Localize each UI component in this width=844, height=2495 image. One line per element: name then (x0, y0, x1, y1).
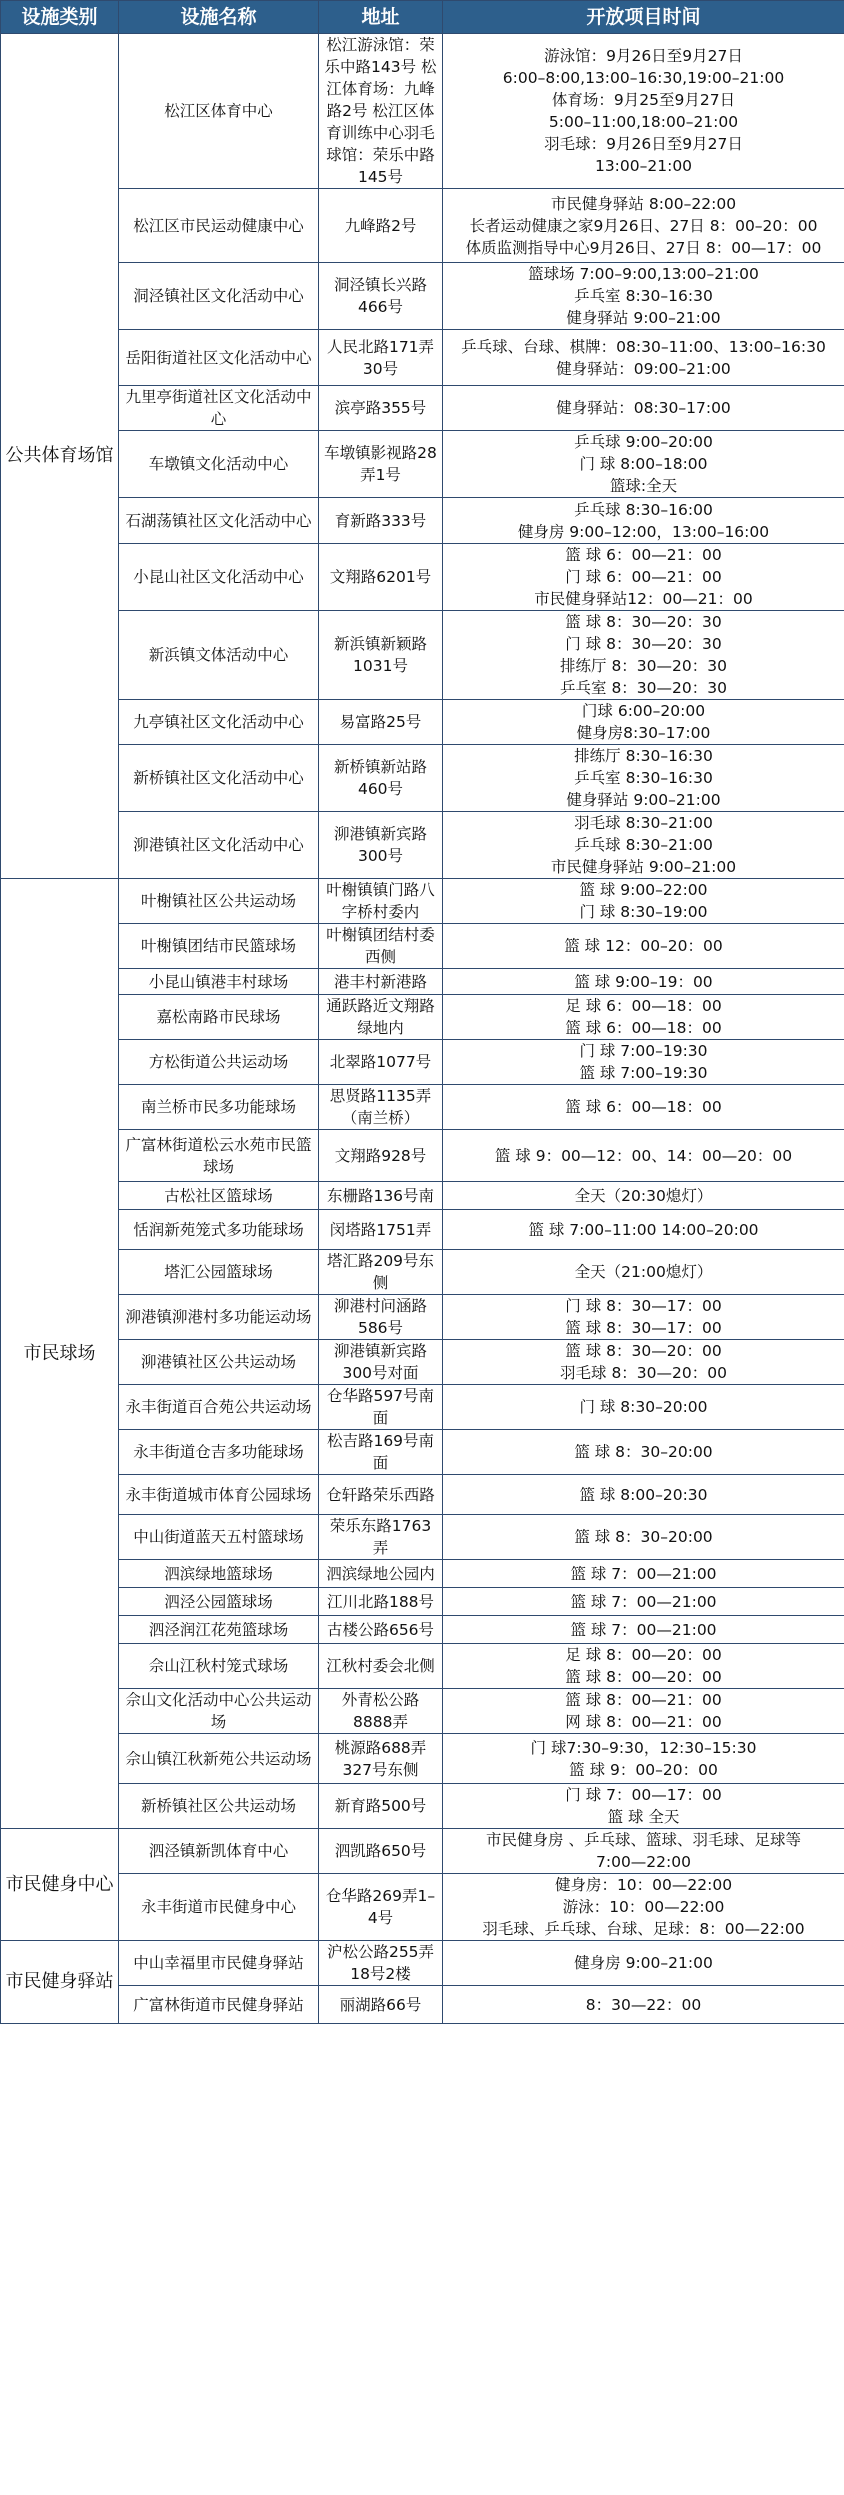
opening-hours (443, 969, 844, 995)
facility-address: 泖港镇新宾路300号对面 (319, 1340, 443, 1385)
hours-line: 乒乓球 9:00–20:00 (574, 433, 713, 451)
facility-address: 东栅路136号南 (319, 1182, 443, 1210)
facility-address: 滨亭路355号 (319, 386, 443, 431)
facility-address: 新桥镇新站路460号 (319, 745, 443, 812)
opening-hours (443, 1182, 844, 1210)
table-row (1, 1210, 844, 1250)
facility-name: 泖港镇社区文化活动中心 (119, 812, 319, 879)
hours-line: 网 球 8：00—21：00 (565, 1713, 722, 1731)
facility-address: 新育路500号 (319, 1784, 443, 1829)
facility-name: 中山街道蓝天五村篮球场 (119, 1515, 319, 1560)
hours-line: 门球 6:00–20:00 (581, 702, 706, 720)
opening-hours (443, 1340, 844, 1385)
facility-name: 恬润新苑笼式多功能球场 (119, 1210, 319, 1250)
hours-line: 篮 球 9：00—12：00、14：00—20：00 (494, 1146, 793, 1165)
hours-line: 羽毛球、乒乓球、台球、足球：8：00—22:00 (482, 1920, 805, 1938)
table-row (1, 1874, 844, 1941)
opening-hours (443, 189, 844, 263)
hours-line: 篮 球 8：30—20：00 (565, 1342, 722, 1360)
facility-name: 泗泾镇新凯体育中心 (119, 1829, 319, 1874)
facility-name: 小昆山镇港丰村球场 (119, 969, 319, 995)
hours-line: 篮 球 7：00—21:00 (570, 1620, 717, 1639)
hours-line: 篮 球 7:00–19:30 (579, 1064, 708, 1082)
facility-name: 永丰街道城市体育公园球场 (119, 1475, 319, 1515)
facility-name: 松江区体育中心 (119, 34, 319, 189)
hours-line: 乒乓球 8:30–16:00 (574, 500, 713, 519)
hours-line: 篮 球 8：00—21：00 (565, 1691, 722, 1709)
hours-line: 门 球 8:30–20:00 (579, 1398, 708, 1416)
table-row (1, 1475, 844, 1515)
table-row (1, 700, 844, 745)
table-row (1, 263, 844, 330)
hours-line: 市民健身驿站 9:00–21:00 (550, 858, 737, 876)
facility-name: 泗泾润江花苑篮球场 (119, 1616, 319, 1644)
hours-line: 篮 球 8：30–20:00 (574, 1443, 713, 1461)
facility-name: 中山幸福里市民健身驿站 (119, 1941, 319, 1986)
table-row (1, 745, 844, 812)
hours-line: 篮 球 8：30—17：00 (565, 1319, 722, 1337)
hours-line: 篮 球 8:00–20:30 (579, 1485, 708, 1504)
facility-address: 叶榭镇镇门路八字桥村委内 (319, 879, 443, 924)
facility-name: 泖港镇泖港村多功能运动场 (119, 1295, 319, 1340)
opening-hours (443, 1784, 844, 1829)
hours-line: 门 球 8:00–18:00 (579, 455, 708, 473)
facility-address: 北翠路1077号 (319, 1040, 443, 1085)
facility-name: 永丰街道仓吉多功能球场 (119, 1430, 319, 1475)
opening-hours (443, 924, 844, 969)
table-row (1, 1560, 844, 1588)
opening-hours (443, 1475, 844, 1515)
hours-line: 篮 球 7：00—21:00 (570, 1592, 717, 1611)
hours-line: 羽毛球 8:30–21:00 (574, 814, 713, 832)
table-row (1, 189, 844, 263)
opening-hours (443, 431, 844, 498)
hours-line: 乒乓室 8：30—20：30 (560, 679, 727, 697)
table-row (1, 544, 844, 611)
hours-line: 羽毛球：9月26日至9月27日 (544, 135, 743, 153)
table-row (1, 1588, 844, 1616)
hours-line: 门 球 8：30—17：00 (565, 1297, 722, 1315)
opening-hours (443, 995, 844, 1040)
table-row (1, 1986, 844, 2024)
facility-address: 思贤路1135弄（南兰桥） (319, 1085, 443, 1130)
table-row (1, 1734, 844, 1784)
hours-line: 8：30—22：00 (585, 1995, 702, 2014)
category-cell: 市民健身中心 (1, 1829, 119, 1941)
facility-name: 岳阳街道社区文化活动中心 (119, 330, 319, 386)
facility-name: 嘉松南路市民球场 (119, 995, 319, 1040)
hours-line: 7:00—22:00 (596, 1853, 691, 1871)
hours-line: 篮 球 9:00–19：00 (574, 972, 713, 991)
facility-name: 石湖荡镇社区文化活动中心 (119, 498, 319, 544)
facility-name: 方松街道公共运动场 (119, 1040, 319, 1085)
table-row (1, 1040, 844, 1085)
hours-line: 健身房：10：00—22:00 (554, 1876, 733, 1894)
hours-line: 5:00–11:00,18:00–21:00 (548, 113, 739, 131)
hours-line: 门 球 7:00–19:30 (579, 1042, 708, 1060)
hours-line: 健身驿站：08:30–17:00 (556, 399, 731, 417)
facility-address: 育新路333号 (319, 498, 443, 544)
facility-name: 洞泾镇社区文化活动中心 (119, 263, 319, 330)
facility-address: 新浜镇新颖路1031号 (319, 611, 443, 700)
hours-line: 足 球 8：00—20：00 (565, 1646, 722, 1664)
table-row (1, 1430, 844, 1475)
header-name: 设施名称 (119, 1, 319, 34)
facility-address: 易富路25号 (319, 700, 443, 745)
opening-hours (443, 1560, 844, 1588)
hours-line: 13:00–21:00 (594, 157, 693, 175)
opening-hours (443, 1941, 844, 1986)
hours-line: 门 球 6：00—21：00 (565, 568, 722, 586)
hours-line: 篮 球 9：00–20：00 (569, 1760, 718, 1779)
opening-hours (443, 1085, 844, 1130)
hours-line: 篮 球 6：00—21：00 (565, 546, 722, 564)
hours-line: 篮球场 7:00–9:00,13:00–21:00 (528, 265, 759, 283)
table-row (1, 969, 844, 995)
category-cell: 公共体育场馆 (1, 34, 119, 879)
table-row (1, 1182, 844, 1210)
hours-line: 乒乓室 8:30–16:30 (574, 769, 713, 787)
facility-address: 外青松公路8888弄 (319, 1689, 443, 1734)
table-row (1, 1616, 844, 1644)
opening-hours (443, 1250, 844, 1295)
hours-line: 足 球 6：00—18：00 (565, 997, 722, 1015)
facility-address: 江秋村委会北侧 (319, 1644, 443, 1689)
hours-line: 体育场：9月25至9月27日 (551, 91, 736, 109)
table-row (1, 1295, 844, 1340)
opening-hours (443, 1644, 844, 1689)
facility-address: 车墩镇影视路28弄1号 (319, 431, 443, 498)
table-row (1, 386, 844, 431)
table-row (1, 1829, 844, 1874)
hours-line: 篮 球 9:00–22:00 (579, 881, 708, 899)
opening-hours (443, 263, 844, 330)
hours-line: 游泳馆：9月26日至9月27日 (544, 47, 743, 65)
facility-name: 泗泾公园篮球场 (119, 1588, 319, 1616)
hours-line: 乒乓室 8:30–16:30 (574, 287, 713, 305)
hours-line: 长者运动健康之家9月26日、27日 8：00–20：00 (469, 216, 818, 235)
opening-hours (443, 1210, 844, 1250)
hours-line: 排练厅 8：30—20：30 (560, 657, 727, 675)
hours-line: 篮 球 6：00—18：00 (565, 1019, 722, 1037)
opening-hours (443, 1385, 844, 1430)
hours-line: 乒乓球、台球、棋牌：08:30–11:00、13:00–16:30 (461, 337, 826, 356)
hours-line: 篮 球 12：00–20：00 (564, 937, 723, 955)
facility-name: 小昆山社区文化活动中心 (119, 544, 319, 611)
hours-line: 篮 球 8：30–20:00 (574, 1528, 713, 1546)
facility-name: 新桥镇社区文化活动中心 (119, 745, 319, 812)
hours-line: 全天（21:00熄灯） (574, 1263, 713, 1281)
facility-address: 桃源路688弄327号东侧 (319, 1734, 443, 1784)
facility-address: 塔汇路209号东侧 (319, 1250, 443, 1295)
facility-address: 荣乐东路1763弄 (319, 1515, 443, 1560)
facility-name: 泗滨绿地篮球场 (119, 1560, 319, 1588)
facility-address: 洞泾镇长兴路466号 (319, 263, 443, 330)
facility-name: 新桥镇社区公共运动场 (119, 1784, 319, 1829)
facility-name: 九亭镇社区文化活动中心 (119, 700, 319, 745)
facility-name: 叶榭镇社区公共运动场 (119, 879, 319, 924)
opening-hours (443, 1829, 844, 1874)
opening-hours (443, 1986, 844, 2024)
facility-address: 仓华路269弄1–4号 (319, 1874, 443, 1941)
table-row (1, 1941, 844, 1986)
facility-address: 沪松公路255弄18号2楼 (319, 1941, 443, 1986)
hours-line: 门 球 8:30–19:00 (579, 903, 708, 921)
facility-address: 泖港村问涵路586号 (319, 1295, 443, 1340)
hours-line: 健身房 9:00–12:00，13:00–16:00 (517, 522, 770, 541)
opening-hours (443, 1040, 844, 1085)
header-hours: 开放项目时间 (443, 1, 844, 34)
facility-name: 松江区市民运动健康中心 (119, 189, 319, 263)
table-row (1, 1340, 844, 1385)
table-row (1, 431, 844, 498)
facility-address: 江川北路188号 (319, 1588, 443, 1616)
facility-name: 佘山镇江秋新苑公共运动场 (119, 1734, 319, 1784)
facility-address: 泖港镇新宾路300号 (319, 812, 443, 879)
facility-name: 泖港镇社区公共运动场 (119, 1340, 319, 1385)
facility-address: 人民北路171弄30号 (319, 330, 443, 386)
header-category: 设施类别 (1, 1, 119, 34)
hours-line: 门 球7:30–9:30，12:30–15:30 (530, 1738, 757, 1757)
facility-name: 永丰街道百合苑公共运动场 (119, 1385, 319, 1430)
opening-hours (443, 1515, 844, 1560)
opening-hours (443, 498, 844, 544)
hours-line: 篮 球 7：00—21:00 (570, 1564, 717, 1583)
facility-address: 古楼公路656号 (319, 1616, 443, 1644)
hours-line: 市民健身驿站12：00—21：00 (534, 590, 753, 608)
table-row (1, 330, 844, 386)
table-row (1, 1515, 844, 1560)
hours-line: 篮 球 全天 (607, 1808, 680, 1826)
opening-hours (443, 386, 844, 431)
hours-line: 健身房8:30–17:00 (576, 724, 711, 742)
opening-hours (443, 1616, 844, 1644)
hours-line: 健身驿站 9:00–21:00 (566, 791, 721, 809)
table-body (1, 34, 844, 2024)
opening-hours (443, 812, 844, 879)
facility-address: 泗滨绿地公园内 (319, 1560, 443, 1588)
hours-line: 篮 球 8：30—20：30 (565, 613, 722, 631)
opening-hours (443, 745, 844, 812)
hours-line: 门 球 7：00—17：00 (565, 1786, 722, 1804)
facility-name: 新浜镇文体活动中心 (119, 611, 319, 700)
opening-hours (443, 1874, 844, 1941)
category-cell: 市民健身驿站 (1, 1941, 119, 2024)
header-address: 地址 (319, 1, 443, 34)
table-row (1, 1689, 844, 1734)
facility-address: 港丰村新港路 (319, 969, 443, 995)
opening-hours (443, 544, 844, 611)
hours-line: 篮 球 7:00–11:00 14:00–20:00 (528, 1220, 759, 1239)
hours-line: 排练厅 8:30–16:30 (574, 747, 713, 765)
opening-hours (443, 1588, 844, 1616)
facility-address: 泗凯路650号 (319, 1829, 443, 1874)
facility-address: 九峰路2号 (319, 189, 443, 263)
opening-hours (443, 1295, 844, 1340)
opening-hours (443, 34, 844, 189)
table-row (1, 1250, 844, 1295)
facility-name: 古松社区篮球场 (119, 1182, 319, 1210)
hours-line: 乒乓球 8:30–21:00 (574, 836, 713, 854)
facility-name: 佘山文化活动中心公共运动场 (119, 1689, 319, 1734)
hours-line: 6:00–8:00,13:00–16:30,19:00–21:00 (502, 69, 785, 87)
table-row (1, 498, 844, 544)
hours-line: 篮球:全天 (609, 477, 678, 495)
table-row (1, 879, 844, 924)
hours-line: 健身驿站 9:00–21:00 (566, 309, 721, 327)
hours-line: 健身房 9:00–21:00 (574, 1954, 713, 1972)
category-cell: 市民球场 (1, 879, 119, 1829)
facility-name: 车墩镇文化活动中心 (119, 431, 319, 498)
opening-hours (443, 1430, 844, 1475)
facility-name: 九里亭街道社区文化活动中心 (119, 386, 319, 431)
table-row (1, 611, 844, 700)
facility-name: 叶榭镇团结市民篮球场 (119, 924, 319, 969)
opening-hours (443, 1734, 844, 1784)
hours-line: 篮 球 8：00—20：00 (565, 1668, 722, 1686)
table-row (1, 1130, 844, 1182)
hours-line: 市民健身驿站 8:00–22:00 (550, 194, 737, 213)
table-row (1, 34, 844, 189)
table-row (1, 924, 844, 969)
hours-line: 羽毛球 8：30—20：00 (560, 1364, 727, 1382)
hours-line: 篮 球 6：00—18：00 (565, 1098, 722, 1116)
facility-name: 广富林街道松云水苑市民篮球场 (119, 1130, 319, 1182)
opening-hours (443, 1130, 844, 1182)
facility-address: 闵塔路1751弄 (319, 1210, 443, 1250)
facility-address: 通跃路近文翔路绿地内 (319, 995, 443, 1040)
opening-hours (443, 879, 844, 924)
hours-line: 全天（20:30熄灯） (574, 1186, 713, 1205)
opening-hours (443, 611, 844, 700)
facility-address: 仓华路597号南面 (319, 1385, 443, 1430)
facility-address: 松江游泳馆：荣乐中路143号 松江体育场：九峰路2号 松江区体育训练中心羽毛球馆：荣乐中路145号 (319, 34, 443, 189)
facility-address: 文翔路6201号 (319, 544, 443, 611)
facility-address: 叶榭镇团结村委西侧 (319, 924, 443, 969)
opening-hours (443, 330, 844, 386)
table-row (1, 1085, 844, 1130)
facility-address: 丽湖路66号 (319, 1986, 443, 2024)
opening-hours (443, 1689, 844, 1734)
opening-hours (443, 700, 844, 745)
facility-address: 松吉路169号南面 (319, 1430, 443, 1475)
facility-name: 佘山江秋村笼式球场 (119, 1644, 319, 1689)
facility-name: 广富林街道市民健身驿站 (119, 1986, 319, 2024)
hours-line: 体质监测指导中心9月26日、27日 8：00—17：00 (465, 238, 822, 257)
table-header-row (1, 1, 844, 34)
table-row (1, 1644, 844, 1689)
hours-line: 市民健身房 、乒乓球、篮球、羽毛球、足球等 (486, 1831, 801, 1849)
facility-name: 永丰街道市民健身中心 (119, 1874, 319, 1941)
facility-name: 南兰桥市民多功能球场 (119, 1085, 319, 1130)
facility-address: 文翔路928号 (319, 1130, 443, 1182)
hours-line: 门 球 8：30—20：30 (565, 635, 722, 653)
hours-line: 游泳：10：00—22:00 (562, 1898, 725, 1916)
table-row (1, 995, 844, 1040)
table-row (1, 1385, 844, 1430)
table-row (1, 812, 844, 879)
table-row (1, 1784, 844, 1829)
facility-name: 塔汇公园篮球场 (119, 1250, 319, 1295)
facility-address: 仓轩路荣乐西路 (319, 1475, 443, 1515)
hours-line: 健身驿站：09:00–21:00 (556, 359, 731, 378)
